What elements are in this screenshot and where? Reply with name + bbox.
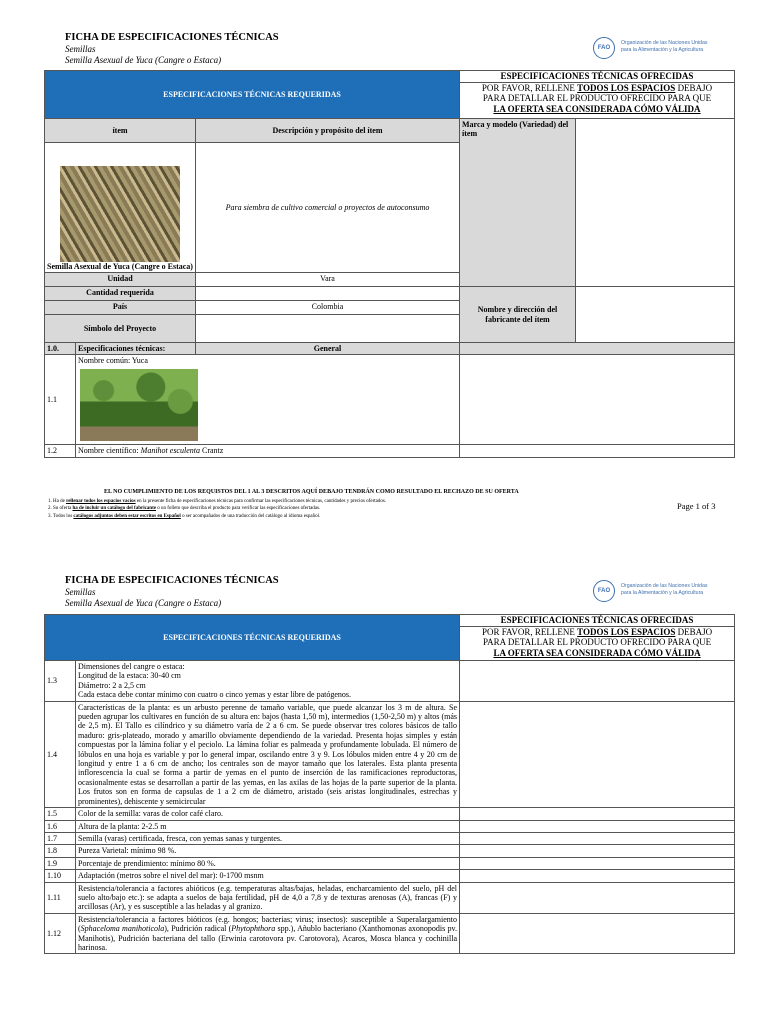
fao-emblem-icon: FAO (593, 580, 615, 602)
spec-table-page2 (44, 614, 735, 954)
project-symbol-label: Símbolo del Proyecto (45, 315, 196, 343)
spec-1-3-offer[interactable] (460, 661, 735, 702)
item-cell (45, 143, 196, 273)
spec-1-12-offer[interactable] (460, 913, 735, 954)
spec-1-7: Semilla (varas) certificada, fresca, con yemas sanas y turgentes. (76, 832, 460, 844)
page-number: Page 1 of 3 (677, 501, 716, 511)
item-name: Semilla Asexual de Yuca (Cangre o Estaca) (47, 261, 193, 271)
spec-1-1: Nombre común: Yuca (76, 355, 460, 445)
spec-section-label: Especificaciones técnicas: (76, 343, 196, 355)
row-number: 1.10 (45, 870, 76, 882)
spec-1-2: Nombre científico: Manihot esculenta Crantz (76, 445, 460, 457)
row-number: 1.2 (45, 445, 76, 457)
spec-1-6-offer[interactable] (460, 820, 735, 832)
spec-1-4-offer[interactable] (460, 701, 735, 807)
row-number: 1.11 (45, 882, 76, 913)
spec-1-7-offer[interactable] (460, 832, 735, 844)
quantity-label: Cantidad requerida (45, 287, 196, 301)
col-item-header: ítem (45, 119, 196, 143)
row-number: 1.3 (45, 661, 76, 702)
spec-1-5-offer[interactable] (460, 808, 735, 820)
row-number: 1.5 (45, 808, 76, 820)
cassava-cuttings-photo (60, 166, 180, 262)
spec-table-page1 (44, 70, 735, 458)
spec-1-12: Resistencia/tolerancia a factores bióticos (e.g. hongos; bacterias; virus; insectos): susceptible a Superalargamiento (Sphaceloma manihoticola), Pudrición radical (Phytophthora spp.), Añublo bacteriano (Xanthomonas axonopodis pv. Manihotis), Pudrición bacteriana del tallo (Erwinia carotovora pv. Carotovora), Acaros, Mosca blanca y cochinilla harinosa. (76, 913, 460, 954)
item-description: Para siembra de cultivo comercial o proyectos de autoconsumo (196, 143, 460, 273)
col-description-header: Descripción y propósito del ítem (196, 119, 460, 143)
manufacturer-input[interactable] (576, 287, 735, 343)
page-subtitle-item: Semilla Asexual de Yuca (Cangre o Estaca) (65, 55, 222, 65)
fao-logo: FAO Organización de las Naciones Unidas para la Alimentación y la Agricultura (593, 580, 728, 604)
country-label: País (45, 301, 196, 315)
spec-1-10: Adaptación (metros sobre el nivel del mar): 0-1700 msnm (76, 870, 460, 882)
fao-emblem-icon: FAO (593, 37, 615, 59)
unit-label: Unidad (45, 273, 196, 287)
brand-model-label: Marca y modelo (Variedad) del ítem (460, 119, 576, 287)
spec-1-10-offer[interactable] (460, 870, 735, 882)
spec-1-11: Resistencia/tolerancia a factores abióticos (e.g. temperaturas altas/bajas, heladas, encharcamiento del suelo, pH del suelo alto/bajo etc.): se adapta a suelos de baja fertilidad, pH de 4,0 a 7,8 y de texturas arenosas (A), francas (F) y arcillosas (Ar), y es susceptible a las heladas y al granizo. (76, 882, 460, 913)
spec-1-5: Color de la semilla: varas de color café claro. (76, 808, 460, 820)
page-subtitle: Semillas (65, 44, 96, 54)
spec-1-2-offer[interactable] (460, 445, 735, 457)
rejection-warning: EL NO CUMPLIMIENTO DE LOS REQUISTOS DEL 1 AL 3 DESCRITOS AQUÍ DEBAJO TENDRÁN COMO RESULTADO EL RECHAZO DE SU OFERTA (104, 489, 519, 495)
row-number: 1.4 (45, 701, 76, 807)
unit-value: Vara (196, 273, 460, 287)
required-specs-header: ESPECIFICACIONES TÉCNICAS REQUERIDAS (45, 71, 460, 119)
page-title: FICHA DE ESPECIFICACIONES TÉCNICAS (65, 575, 279, 586)
spec-1-9: Porcentaje de prendimiento: mínimo 80 %. (76, 857, 460, 869)
spec-1-6: Altura de la planta: 2-2.5 m (76, 820, 460, 832)
page-2 (0, 520, 768, 1024)
page-subtitle: Semillas (65, 587, 96, 597)
fao-logo: FAO Organización de las Naciones Unidas para la Alimentación y la Agricultura (593, 37, 728, 61)
row-number: 1.7 (45, 832, 76, 844)
project-symbol-value[interactable] (196, 315, 460, 343)
row-number: 1.9 (45, 857, 76, 869)
spec-1-8: Pureza Varietal: mínimo 98 %. (76, 845, 460, 857)
page-title: FICHA DE ESPECIFICACIONES TÉCNICAS (65, 32, 279, 43)
offered-specs-header: ESPECIFICACIONES TÉCNICAS OFRECIDAS POR FAVOR, RELLENE TODOS LOS ESPACIOS DEBAJO PARA DETALLAR EL PRODUCTO OFRECIDO PARA QUE LA OFERTA SEA CONSIDERADA CÓMO VÁLIDA (460, 615, 735, 661)
manufacturer-label: Nombre y dirección del fabricante del ítem (460, 287, 576, 343)
offered-specs-header: ESPECIFICACIONES TÉCNICAS OFRECIDAS POR FAVOR, RELLENE TODOS LOS ESPACIOS DEBAJO PARA DETALLAR EL PRODUCTO OFRECIDO PARA QUE LA OFERTA SEA CONSIDERADA CÓMO VÁLIDA (460, 71, 735, 119)
required-specs-header: ESPECIFICACIONES TÉCNICAS REQUERIDAS (45, 615, 460, 661)
spec-1-11-offer[interactable] (460, 882, 735, 913)
spec-1-8-offer[interactable] (460, 845, 735, 857)
brand-model-input[interactable] (576, 119, 735, 287)
page-subtitle-item: Semilla Asexual de Yuca (Cangre o Estaca) (65, 598, 222, 608)
row-number: 1.1 (45, 355, 76, 445)
row-number: 1.8 (45, 845, 76, 857)
row-number: 1.12 (45, 913, 76, 954)
spec-section-general: General (196, 343, 460, 355)
footer-notes: 1. Ha de rellenar todos los espacios vacíos en la presente ficha de especificaciones técnicas para confirmar las especificaciones técnicas, cantidades y precios ofertados. 2. Su oferta ha de incluir un catálogo del fabricante o un folleto que describa el producto para verificar las especificaciones ofertadas. 3. Todos los catálogos adjuntos deben estar escritos en Español o ser acompañados de una traducción del catálogo al idioma español. (48, 499, 387, 519)
spec-1-1-offer[interactable] (460, 355, 735, 445)
spec-1-4: Características de la planta: es un arbusto perenne de tamaño variable, que puede alcanzar los 3 m de altura. Se pueden agrupar los cultivares en función de su altura en: bajos (hasta 1,50 m), intermedios (1,50-2,50 m) y altos (más de 2,5 m). El Tallo es cilíndrico y su diámetro varía de 2 a 6 cm. Se puede observar tres colores básicos de tallo maduro: gris-plateado, morado y amarillo obviamente dependiendo de la variedad. Presenta hojas simples y están compuestas por la lámina foliar y el peciolo. La lámina foliar es palmeada y profundamente lobulada. El número de lóbulos en una hoja es variable y por lo general impar, oscilando entre 3 y 9. Los lóbulos miden entre 4 y 20 cm de longitud y entre 1 a 6 cm de ancho; los centrales son de mayor tamaño que los laterales. Esta planta presenta inflorescencia la cual se forma a partir de yemas en el punto de inserción de las ramificaciones reproductoras, ocasionalmente estas se desarrollan a partir de las yemas, en las axilas de las hojas de la parte superior de la planta. Los frutos son en forma de capsulas de 1 a 2 cm de diámetro, aristado (seis aristas longitudinales, estrechas y prominentes), dehiscente y semicircular (76, 701, 460, 807)
spec-1-9-offer[interactable] (460, 857, 735, 869)
spec-section-number: 1.0. (45, 343, 76, 355)
cassava-plants-photo (80, 369, 198, 441)
country-value: Colombia (196, 301, 460, 315)
spec-1-3: Dimensiones del cangre o estaca: Longitud de la estaca: 30-40 cm Diámetro: 2 a 2,5 cm Cada estaca debe contar mínimo con cuatro o cinco yemas y estar libre de patógenos. (76, 661, 460, 702)
quantity-value[interactable] (196, 287, 460, 301)
row-number: 1.6 (45, 820, 76, 832)
